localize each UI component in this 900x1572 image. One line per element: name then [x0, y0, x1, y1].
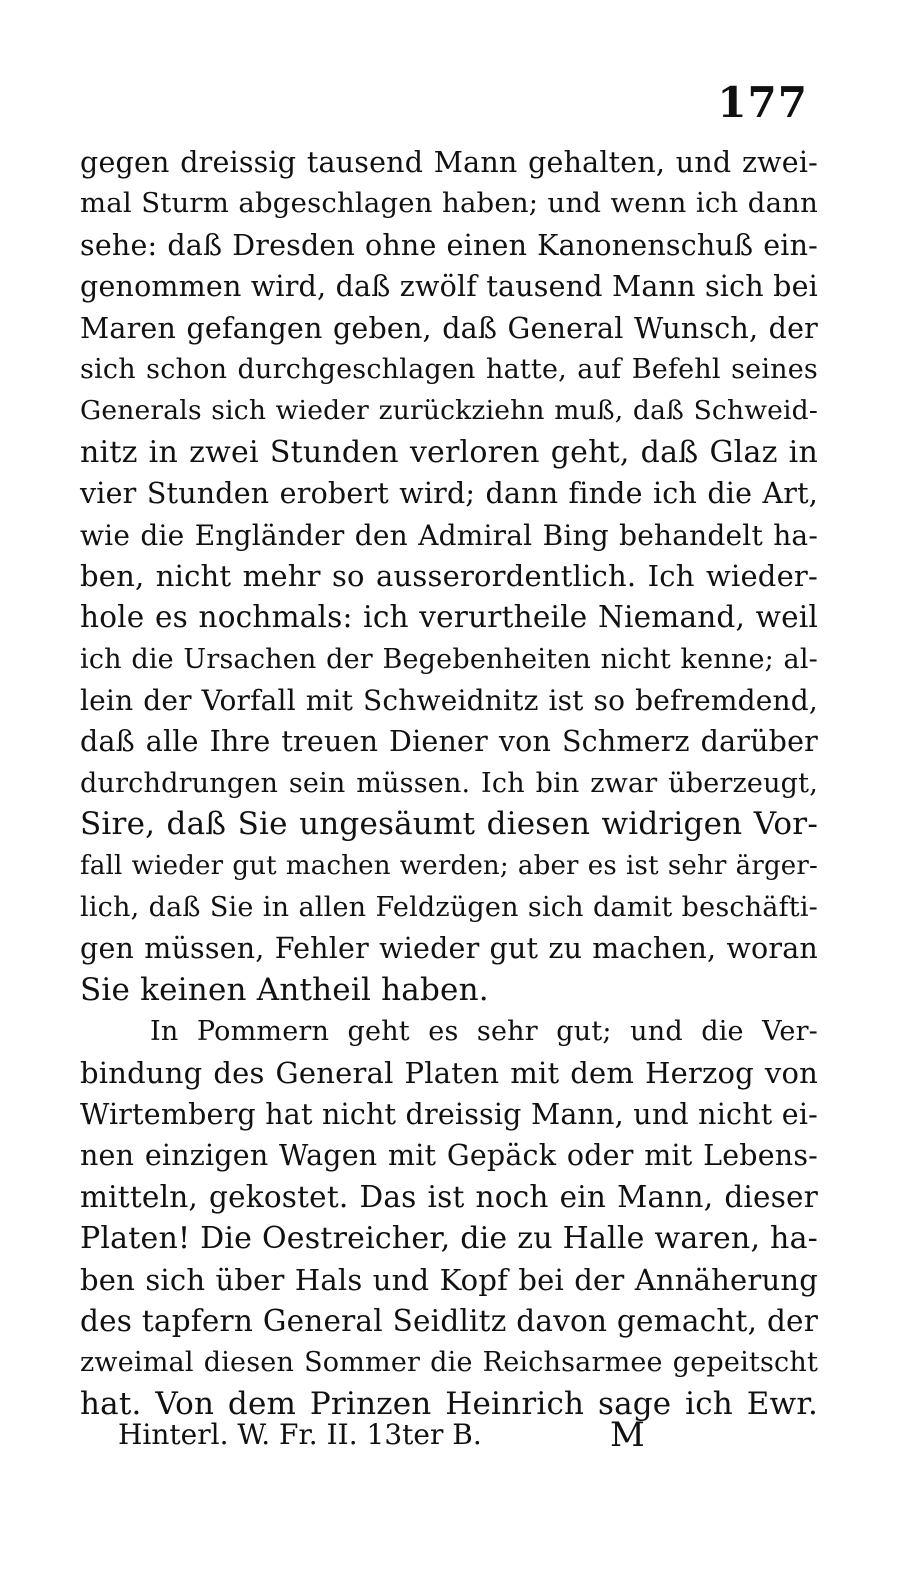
text-line: hole es nochmals: ich verurtheile Niemand, weil — [80, 600, 818, 635]
text-line: gen müssen, Fehler wieder gut zu machen, woran — [80, 932, 818, 966]
text-line: Sire, daß Sie ungesäumt diesen widrigen Vor- — [80, 806, 818, 843]
catchword-mark: M — [610, 1415, 645, 1455]
text-line: nitz in zwei Stunden verloren geht, daß Glaz in — [80, 434, 818, 470]
text-line: sehe: daß Dresden ohne einen Kanonenschuß ein- — [80, 228, 818, 262]
text-line: lein der Vorfall mit Schweidnitz ist so befremdend, — [80, 684, 818, 718]
text-line: Maren gefangen geben, daß General Wunsch, der — [80, 311, 818, 345]
text-line: durchdrungen sein müssen. Ich bin zwar überzeugt, — [80, 767, 818, 799]
text-line: sich schon durchgeschlagen hatte, auf Befehl seines — [80, 353, 818, 385]
text-line: ben, nicht mehr so ausserordentlich. Ich wieder- — [80, 558, 818, 593]
text-line: ich die Ursachen der Begebenheiten nicht kenne; al- — [80, 643, 818, 675]
printer-signature: Hinterl. W. Fr. II. 13ter B. — [118, 1418, 482, 1451]
page-footer — [118, 1415, 678, 1455]
text-line: vier Stunden erobert wird; dann finde ich die Art, — [80, 477, 818, 511]
text-line: zweimal diesen Sommer die Reichsarmee gepeitscht — [80, 1347, 818, 1379]
text-line: wie die Engländer den Admiral Bing behandelt ha- — [80, 518, 818, 552]
text-line: nen einzigen Wagen mit Gepäck oder mit Lebens- — [80, 1139, 818, 1173]
text-line: gegen dreissig tausend Mann gehalten, und zwei- — [80, 146, 818, 179]
text-line-paragraph-start: In Pommern geht es sehr gut; und die Ver- — [150, 1016, 818, 1048]
text-line: daß alle Ihre treuen Diener von Schmerz darüber — [80, 725, 818, 759]
text-line: mitteln, gekostet. Das ist noch ein Mann, dieser — [80, 1179, 818, 1214]
text-line: fall wieder gut machen werden; aber es ist sehr ärger- — [80, 850, 818, 881]
text-line-paragraph-end: Sie keinen Antheil haben. — [80, 971, 489, 1008]
text-line: lich, daß Sie in allen Feldzügen sich damit beschäfti- — [80, 892, 818, 924]
text-line: bindung des General Platen mit dem Herzog von — [80, 1055, 818, 1090]
page-number: 177 — [717, 78, 808, 127]
text-line: Wirtemberg hat nicht dreissig Mann, und nicht ei- — [80, 1097, 818, 1131]
body-text — [80, 142, 818, 1425]
text-line: Generals sich wieder zurückziehn muß, daß Schweid- — [80, 395, 818, 427]
text-line: ben sich über Hals und Kopf bei der Annäherung — [80, 1262, 818, 1297]
text-line: genommen wird, daß zwölf tausend Mann sich bei — [80, 270, 818, 304]
text-line: mal Sturm abgeschlagen haben; und wenn ich dann — [80, 187, 818, 220]
text-line: hat. Von dem Prinzen Heinrich sage ich Ewr. — [80, 1385, 818, 1422]
text-line: Platen! Die Oestreicher, die zu Halle waren, ha- — [80, 1221, 818, 1257]
text-line: des tapfern General Seidlitz davon gemacht, der — [80, 1303, 818, 1338]
